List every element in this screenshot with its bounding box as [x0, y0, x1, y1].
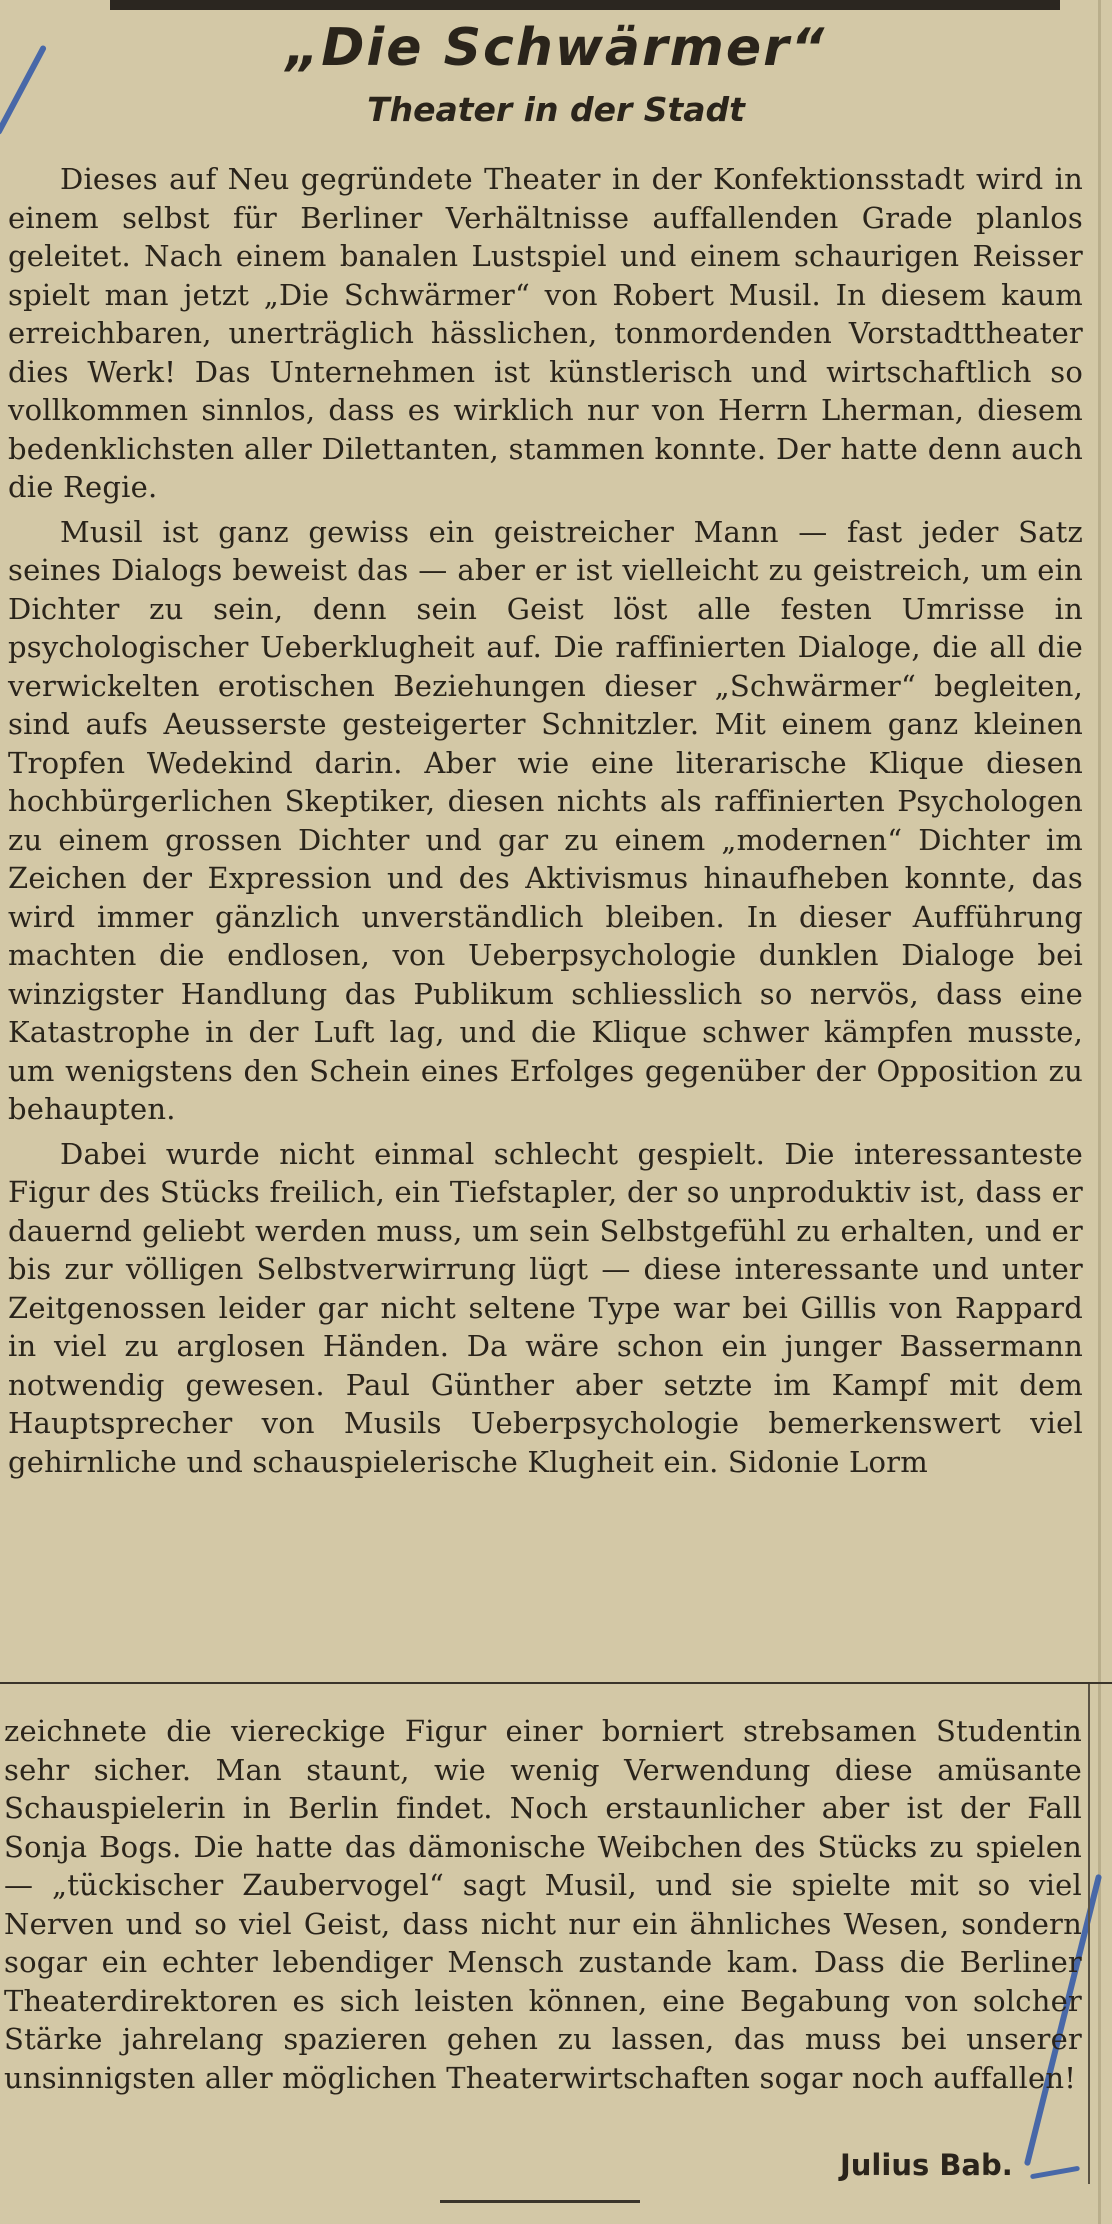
- paragraph-2: Musil ist ganz gewiss ein geistreicher Mann — fast jeder Satz seines Dialogs beweist das — aber er ist vielleicht zu geistreich, um ein Dichter zu sein, denn sein Geist löst alle festen Umrisse in psychologischer Ueberklugheit auf. Die raffinierten Dialoge, die all die verwickelten erotischen Beziehungen dieser „Schwärmer“ begleiten, sind aufs Aeusserste gesteigerter Schnitzler. Mit einem ganz kleinen Tropfen Wedekind darin. Aber wie eine literarische Klique diesen hochbürgerlichen Skeptiker, diesen nichts als raffinierten Psychologen zu einem grossen Dichter und gar zu einem „modernen“ Dichter im Zeichen der Expression und des Aktivismus hinaufheben konnte, das wird immer gänzlich unverständlich bleiben. In dieser Aufführung machten die endlosen, von Ueberpsychologie dunklen Dialoge bei winzigster Handlung das Publikum schliesslich so nervös, dass eine Katastrophe in der Luft lag, und die Klique schwer kämpfen musste, um wenigstens den Schein eines Erfolges gegenüber der Opposition zu behaupten.: [8, 514, 1083, 1126]
- clipping-edge: [1098, 0, 1101, 2224]
- author-signature: Julius Bab.: [840, 2148, 1013, 2182]
- pen-mark-bottom-tail: [1030, 2166, 1080, 2180]
- subheadline: Theater in der Stadt: [367, 90, 745, 129]
- column-divider: [0, 1682, 1112, 1684]
- top-rule: [110, 0, 1060, 10]
- paragraph-1: Dieses auf Neu gegründete Theater in der Konfektionsstadt wird in einem selbst für Berliner Verhältnisse auffallenden Grade planlos geleitet. Nach einem banalen Lustspiel und einem schaurigen Reisser spielt man jetzt „Die Schwärmer“ von Robert Musil. In diesem kaum erreichbaren, unerträglich hässlichen, tonmordenden Vorstadttheater dies Werk! Das Unternehmen ist künstlerisch und wirtschaftlich so vollkommen sinnlos, dass es wirklich nur von Herrn Lherman, diesem bedenklichsten aller Dilettanten, stammen konnte. Der hatte denn auch die Regie.: [8, 162, 1083, 504]
- bottom-rule: [440, 2200, 640, 2203]
- column-box-edge: [1088, 1684, 1090, 2184]
- headline: „Die Schwärmer“: [285, 18, 827, 78]
- article-column-top: [8, 160, 1083, 1487]
- paragraph-3: Dabei wurde nicht einmal schlecht gespielt. Die interessanteste Figur des Stücks freilich, ein Tiefstapler, der so unproduktiv ist, dass er dauernd geliebt werden muss, um sein Selbstgefühl zu erhalten, und er bis zur völligen Selbstverwirrung lügt — diese interessante und unter Zeitgenossen leider gar nicht seltene Type war bei Gillis von Rappard in viel zu arglosen Händen. Da wäre schon ein junger Bassermann notwendig gewesen. Paul Günther aber setzte im Kampf mit dem Hauptsprecher von Musils Ueberpsychologie bemerkenswert viel gehirnliche und schauspielerische Klugheit ein. Sidonie Lorm: [8, 1136, 1083, 1479]
- continuation-paragraph: zeichnete die viereckige Figur einer borniert strebsamen Studentin sehr sicher. Man staunt, wie wenig Verwendung diese amüsante Schauspielerin in Berlin findet. Noch erstaunlicher aber ist der Fall Sonja Bogs. Die hatte das dämonische Weibchen des Stücks zu spielen — „tückischer Zaubervogel“ sagt Musil, und sie spielte mit so viel Nerven und so viel Geist, dass nicht nur ein ähnliches Wesen, sondern sogar ein echter lebendiger Mensch zustande kam. Dass die Berliner Theaterdirektoren es sich leisten können, eine Begabung von solcher Stärke jahrelang spazieren gehen zu lassen, das muss bei unserer unsinnigsten aller möglichen Theaterwirtschaften sogar noch auffallen!: [4, 1714, 1082, 2095]
- article-column-bottom: [4, 1712, 1082, 2097]
